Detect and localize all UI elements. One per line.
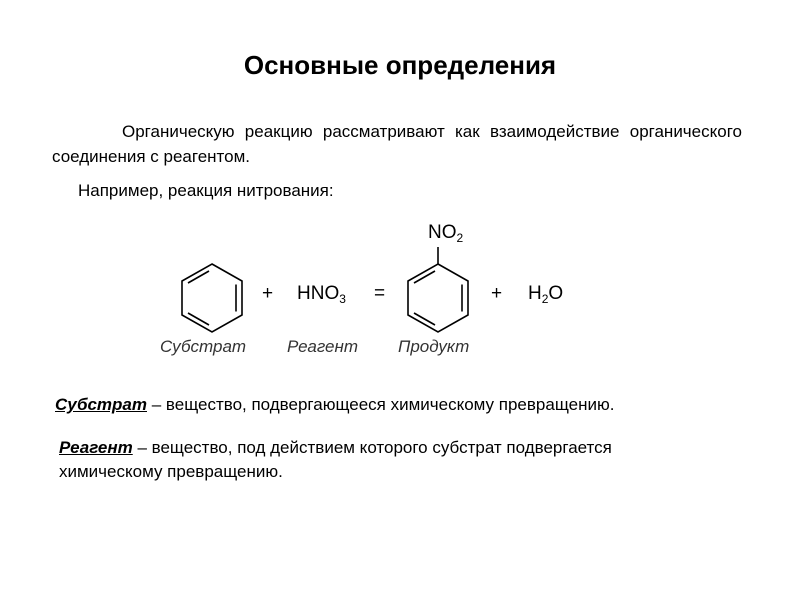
nitrobenzene-ring [408,247,468,332]
definition-substrate [55,393,755,417]
intro-paragraph: Органическую реакцию рассматривают как взаимодействие органического соединения с реагентом. [52,122,742,166]
equals-sign: = [374,283,386,304]
nitric-acid-formula: $HNO_3$ [297,283,346,306]
plus-sign-2: + [491,283,503,304]
definition-text: – вещество, подвергающееся химическому превращению. [147,395,615,414]
definition-term: Субстрат [55,395,147,414]
definition-text: – вещество, под действием которого субстрат подвергается химическому превращению. [59,438,612,481]
example-label: Например, реакция нитрования: [78,181,334,200]
reagent-label: Реагент [287,337,359,356]
substrate-label: Субстрат [160,337,247,356]
product-label: Продукт [398,337,470,356]
definition-reagent [59,436,719,484]
definition-term: Реагент [59,438,133,457]
plus-sign-1: + [262,283,274,304]
slide-title: Основные определения [243,50,557,80]
water-formula: $H_2O$ [528,283,564,306]
benzene-ring [182,264,242,332]
nitro-group: $NO_2$ [428,222,464,245]
